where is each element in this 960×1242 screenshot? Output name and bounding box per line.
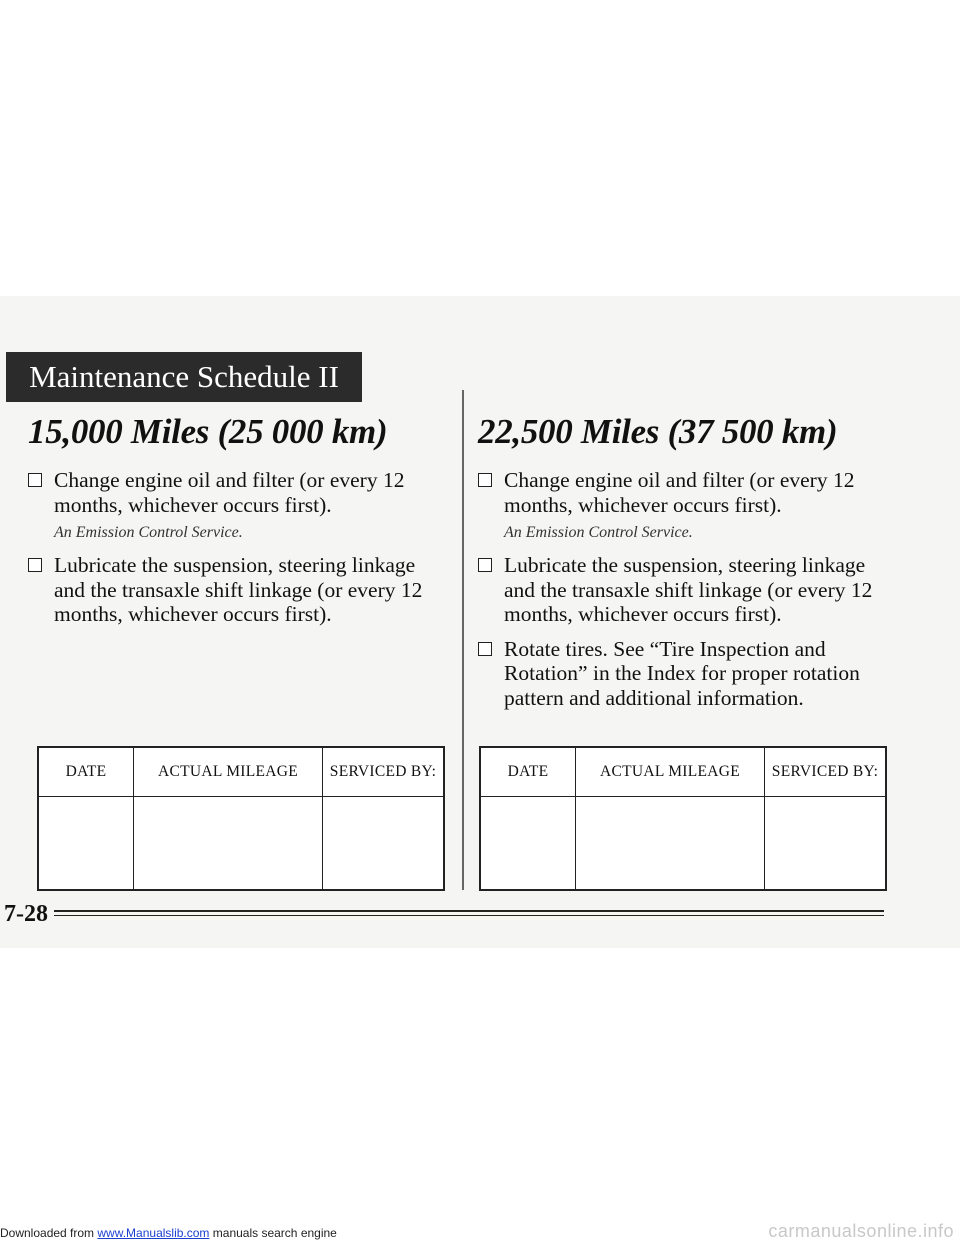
task-note: An Emission Control Service. xyxy=(504,524,693,541)
task-item xyxy=(478,637,888,711)
task-text: Change engine oil and filter (or every 12 months, whichever occurs first). xyxy=(504,468,855,517)
column-header-serviced-by: SERVICED BY: xyxy=(765,747,887,797)
task-text: Lubricate the suspension, steering linkage and the transaxle shift linkage (or every 12 months, whichever occurs first). xyxy=(54,553,423,626)
task-list xyxy=(478,468,888,710)
checkbox[interactable] xyxy=(478,558,492,572)
task-item xyxy=(478,468,888,543)
mileage-cell[interactable] xyxy=(576,797,765,891)
task-item xyxy=(28,553,438,627)
column-divider xyxy=(462,390,464,890)
watermark: carmanualsonline.info xyxy=(768,1221,954,1241)
service-log-table xyxy=(37,746,445,891)
checkbox[interactable] xyxy=(28,558,42,572)
manualslib-link[interactable]: www.Manualslib.com xyxy=(97,1226,210,1240)
task-item xyxy=(478,553,888,627)
task-text: Rotate tires. See “Tire Inspection and Rotation” in the Index for proper rotation pattern and additional information. xyxy=(504,636,860,710)
section-22500-miles xyxy=(478,410,888,710)
task-list xyxy=(28,468,438,627)
section-header-tab: Maintenance Schedule II xyxy=(6,352,362,402)
task-text: Lubricate the suspension, steering linkage and the transaxle shift linkage (or every 12 months, whichever occurs first). xyxy=(504,553,873,626)
section-15000-miles xyxy=(28,410,438,627)
task-note: An Emission Control Service. xyxy=(54,524,243,541)
footer-rule-thin xyxy=(54,915,884,916)
checkbox[interactable] xyxy=(478,642,492,656)
column-header-date: DATE xyxy=(38,747,134,797)
footer-prefix: Downloaded from xyxy=(0,1226,98,1240)
column-header-date: DATE xyxy=(480,747,576,797)
footer-suffix: manuals search engine xyxy=(209,1226,337,1240)
column-header-actual-mileage: ACTUAL MILEAGE xyxy=(134,747,323,797)
interval-title: 22,500 Miles (37 500 km) xyxy=(478,412,838,451)
serviced-by-cell[interactable] xyxy=(323,797,445,891)
footer-rule xyxy=(54,910,884,912)
task-text: Change engine oil and filter (or every 12 months, whichever occurs first). xyxy=(54,468,405,517)
date-cell[interactable] xyxy=(38,797,134,891)
mileage-cell[interactable] xyxy=(134,797,323,891)
column-header-serviced-by: SERVICED BY: xyxy=(323,747,445,797)
column-header-actual-mileage: ACTUAL MILEAGE xyxy=(576,747,765,797)
date-cell[interactable] xyxy=(480,797,576,891)
task-item xyxy=(28,468,438,543)
checkbox[interactable] xyxy=(28,473,42,487)
download-footer xyxy=(0,1226,337,1240)
interval-title: 15,000 Miles (25 000 km) xyxy=(28,412,388,451)
page-number: 7-28 xyxy=(4,901,48,927)
service-log-table xyxy=(479,746,887,891)
serviced-by-cell[interactable] xyxy=(765,797,887,891)
checkbox[interactable] xyxy=(478,473,492,487)
